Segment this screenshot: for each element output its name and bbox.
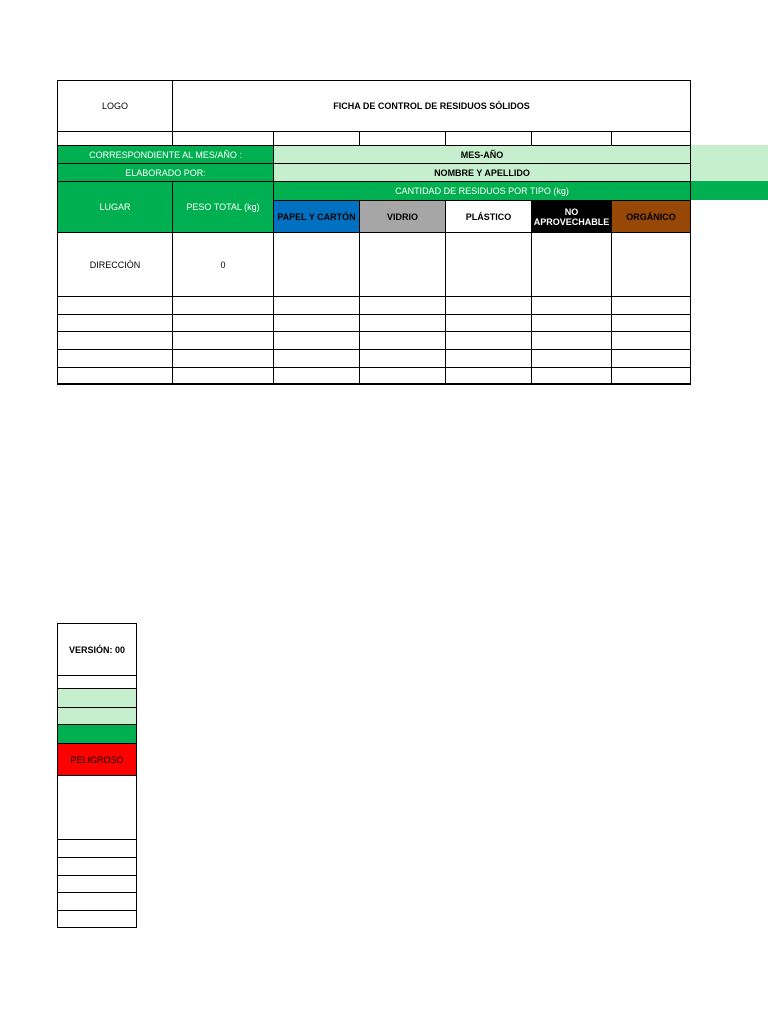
row-place-cell[interactable] [57, 232, 173, 297]
total-weight-header-cell [172, 181, 274, 233]
empty-table-cell[interactable] [57, 296, 173, 315]
side-blank-cell [57, 775, 137, 840]
empty-table-cell[interactable] [611, 367, 691, 385]
empty-table-cell[interactable] [445, 314, 532, 332]
logo-label: LOGO [101, 101, 128, 111]
type-header-organic [611, 200, 691, 233]
blank-cell [172, 131, 274, 146]
empty-table-cell[interactable] [172, 296, 274, 315]
empty-table-cell[interactable] [57, 367, 173, 385]
version-label: VERSIÓN: 00 [68, 644, 126, 655]
prepared-label-cell [57, 163, 274, 182]
logo-cell [57, 80, 173, 132]
type-label-non-recyclable: NO APROVECHABLE [533, 206, 610, 227]
empty-table-cell[interactable] [172, 314, 274, 332]
empty-table-cell[interactable] [531, 296, 612, 315]
type-header-plastic [445, 200, 532, 233]
form-title-cell [172, 80, 691, 132]
type-label-glass: VIDRIO [386, 211, 418, 222]
row-glass-cell[interactable] [359, 232, 446, 297]
hazardous-label: PELIGROSO [70, 754, 124, 765]
blank-cell [359, 131, 446, 146]
month-label-cell [57, 145, 274, 164]
side-green-cell [57, 724, 137, 744]
empty-table-cell[interactable] [172, 331, 274, 350]
month-label: CORRESPONDIENTE AL MES/AÑO : [89, 149, 242, 160]
side-blank-cell [57, 892, 137, 911]
empty-table-cell[interactable] [57, 349, 173, 368]
empty-table-cell[interactable] [445, 367, 532, 385]
quantity-header: CANTIDAD DE RESIDUOS POR TIPO (kg) [395, 186, 569, 196]
prepared-value: NOMBRE Y APELLIDO [434, 167, 530, 178]
blank-cell [611, 131, 691, 146]
empty-table-cell[interactable] [611, 331, 691, 350]
version-cell [57, 623, 137, 676]
row-total-weight-cell[interactable] [172, 232, 274, 297]
empty-table-cell[interactable] [531, 314, 612, 332]
side-blank-cell [57, 875, 137, 893]
type-label-paper: PAPEL Y CARTÓN [277, 211, 356, 222]
empty-table-cell[interactable] [273, 314, 360, 332]
empty-table-cell[interactable] [172, 367, 274, 385]
row-plastic-cell[interactable] [445, 232, 532, 297]
empty-table-cell[interactable] [445, 349, 532, 368]
empty-table-cell[interactable] [531, 367, 612, 385]
month-value-cell[interactable] [273, 145, 691, 164]
side-light-green-cell [57, 688, 137, 708]
empty-table-cell[interactable] [57, 331, 173, 350]
empty-table-cell[interactable] [273, 296, 360, 315]
empty-table-cell[interactable] [273, 367, 360, 385]
empty-table-cell[interactable] [445, 331, 532, 350]
prepared-label: ELABORADO POR: [125, 167, 206, 178]
row-non-recyclable-cell[interactable] [531, 232, 612, 297]
month-value: MES-AÑO [460, 149, 504, 160]
type-label-plastic: PLÁSTICO [465, 211, 512, 222]
prepared-value-cell[interactable] [273, 163, 691, 182]
side-light-green-cell [57, 707, 137, 725]
row-paper-cell[interactable] [273, 232, 360, 297]
blank-cell [445, 131, 532, 146]
type-label-organic: ORGÁNICO [626, 211, 676, 222]
empty-table-cell[interactable] [57, 314, 173, 332]
empty-table-cell[interactable] [273, 331, 360, 350]
type-header-non-recyclable [531, 200, 612, 233]
side-blank-cell [57, 857, 137, 876]
row-place: DIRECCIÓN [89, 259, 141, 270]
empty-table-cell[interactable] [359, 349, 446, 368]
empty-table-cell[interactable] [531, 331, 612, 350]
quantity-header-cell [273, 181, 691, 201]
form-title: FICHA DE CONTROL DE RESIDUOS SÓLIDOS [333, 101, 530, 111]
empty-table-cell[interactable] [273, 349, 360, 368]
type-header-paper [273, 200, 360, 233]
total-weight-header: PESO TOTAL (kg) [186, 202, 260, 212]
place-header: LUGAR [99, 202, 131, 212]
month-row-overflow [691, 145, 768, 181]
empty-table-cell[interactable] [611, 349, 691, 368]
side-blank-cell [57, 675, 137, 689]
blank-cell [531, 131, 612, 146]
empty-table-cell[interactable] [359, 314, 446, 332]
empty-table-cell[interactable] [445, 296, 532, 315]
quantity-row-overflow [691, 181, 768, 200]
empty-table-cell[interactable] [172, 349, 274, 368]
empty-table-cell[interactable] [531, 349, 612, 368]
blank-cell [57, 131, 173, 146]
empty-table-cell[interactable] [359, 331, 446, 350]
blank-cell [273, 131, 360, 146]
empty-table-cell[interactable] [359, 367, 446, 385]
empty-table-cell[interactable] [611, 296, 691, 315]
hazardous-cell [57, 743, 137, 776]
side-blank-cell [57, 839, 137, 858]
row-total-weight: 0 [220, 259, 226, 270]
empty-table-cell[interactable] [359, 296, 446, 315]
empty-table-cell[interactable] [611, 314, 691, 332]
row-organic-cell[interactable] [611, 232, 691, 297]
type-header-glass [359, 200, 446, 233]
place-header-cell [57, 181, 173, 233]
side-blank-cell [57, 910, 137, 928]
